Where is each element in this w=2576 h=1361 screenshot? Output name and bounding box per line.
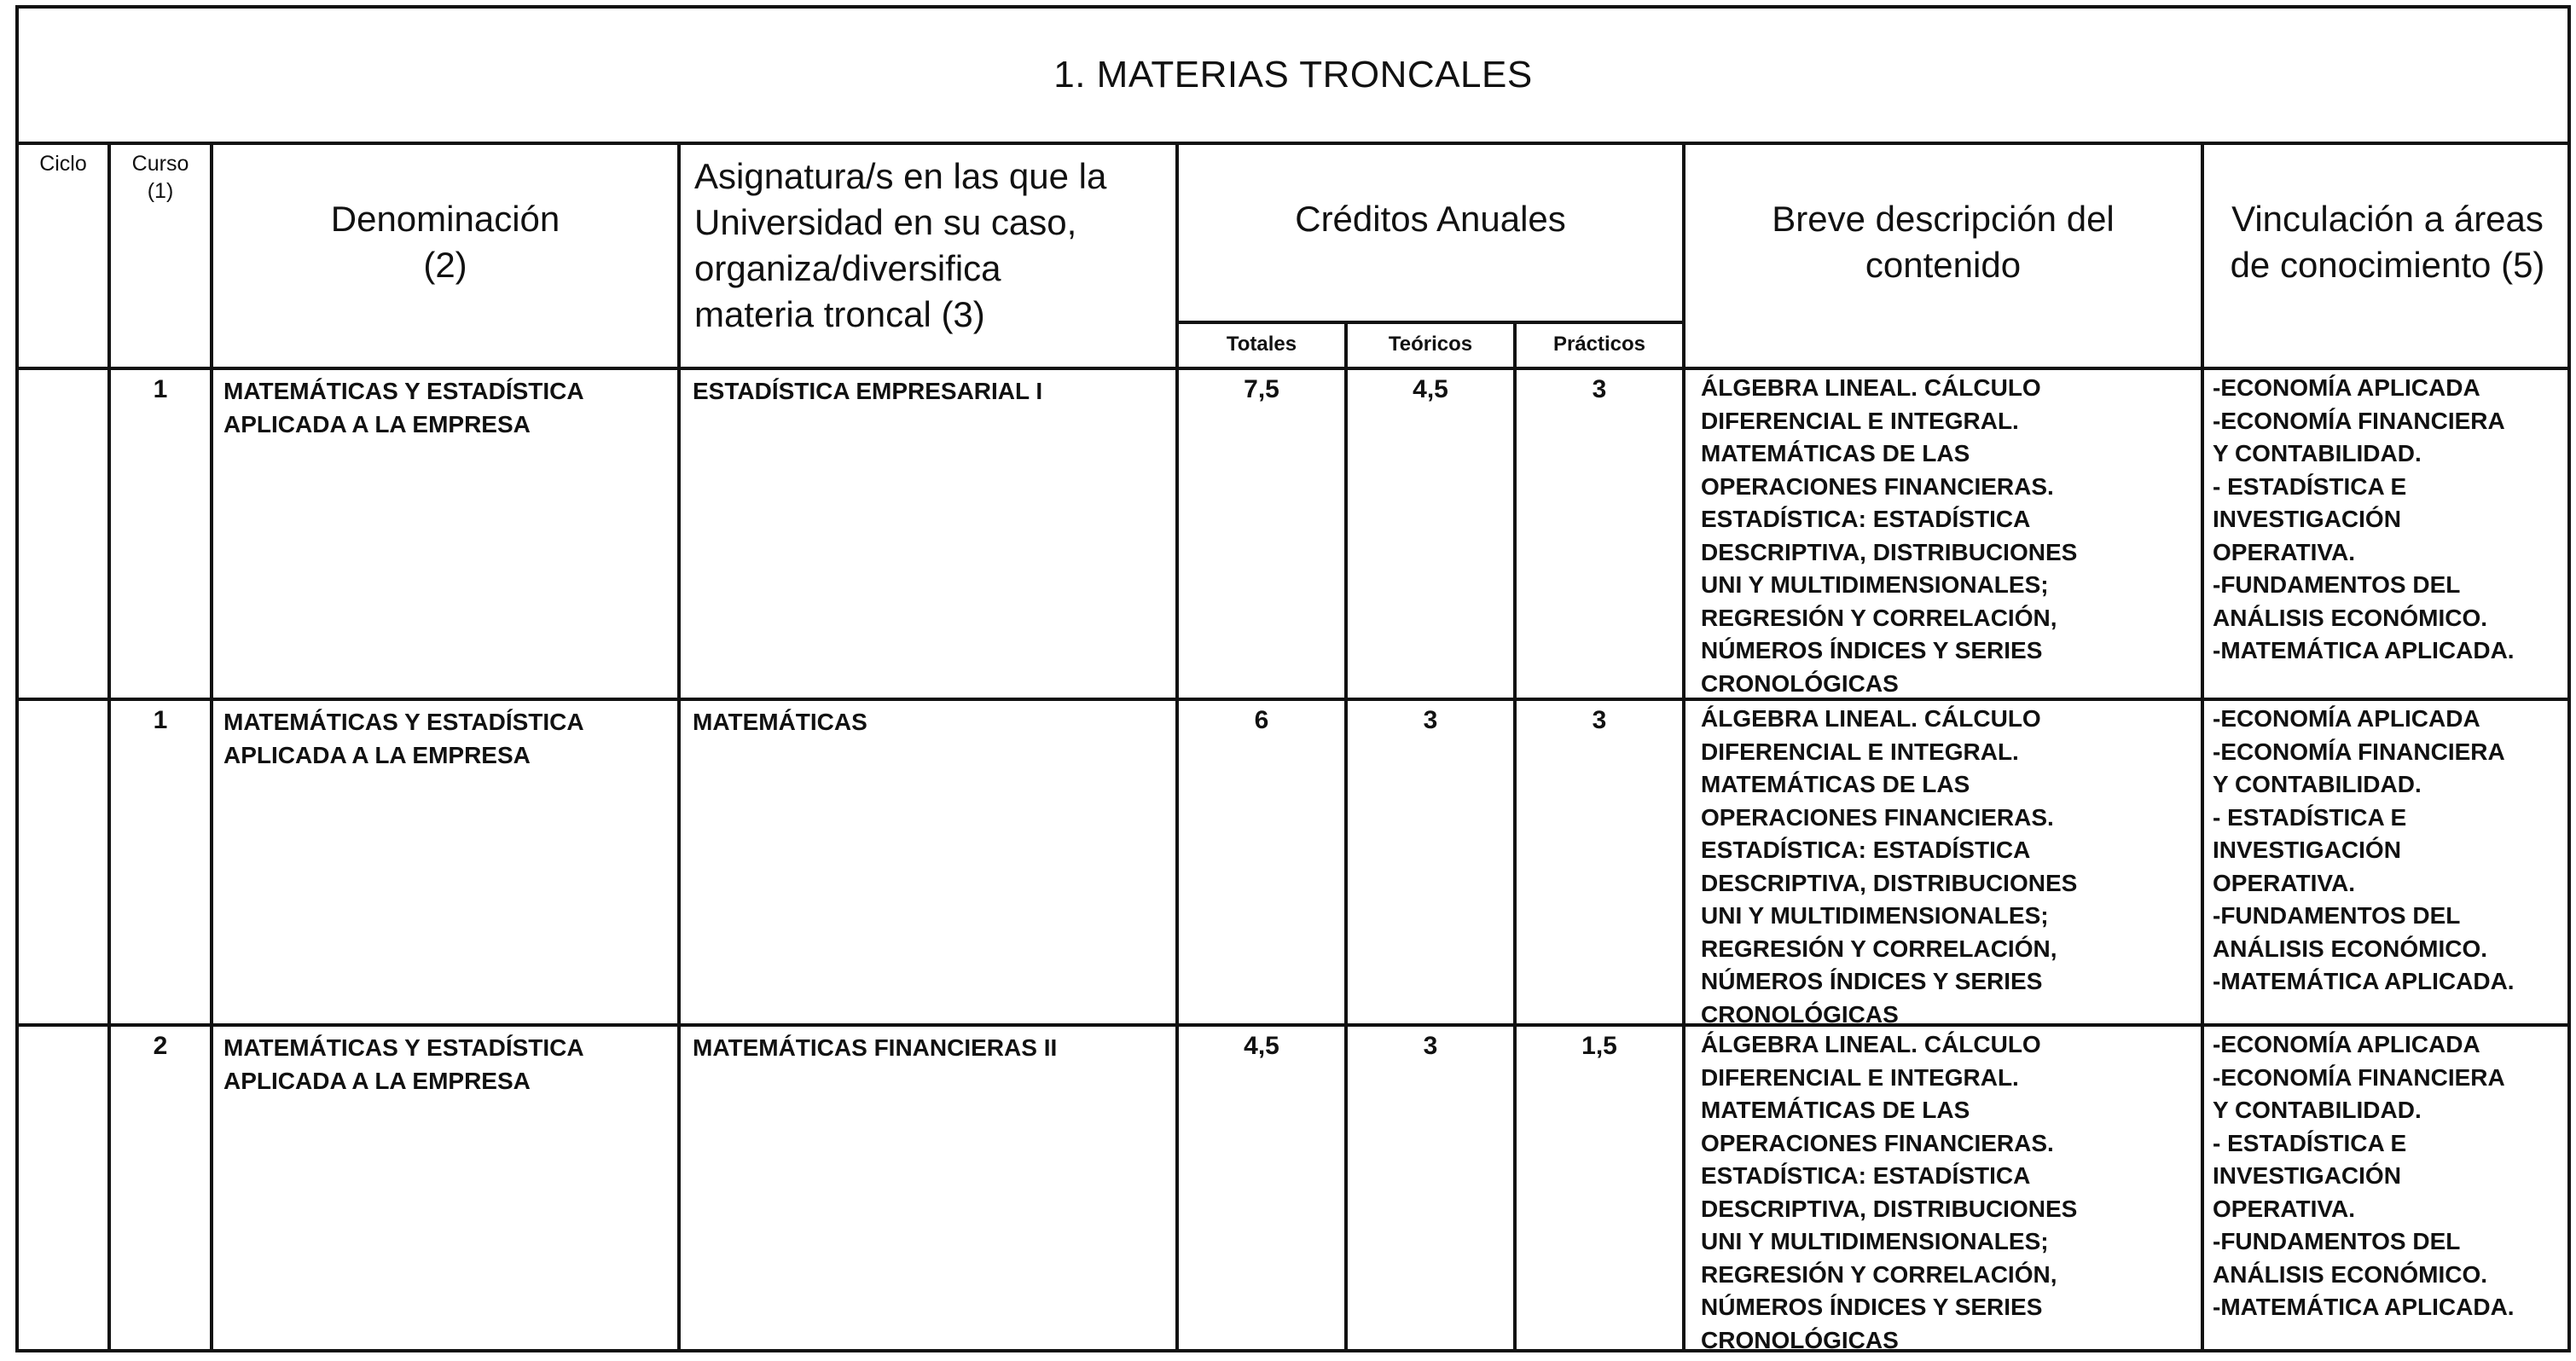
vinculacion-line: OPERATIVA. — [2213, 1195, 2355, 1222]
denominacion-line: APLICADA A LA EMPRESA — [223, 741, 531, 768]
vinculacion-line: ANÁLISIS ECONÓMICO. — [2213, 1260, 2488, 1288]
vinculacion-line: Y CONTABILIDAD. — [2213, 1097, 2422, 1123]
vinculacion-line: -MATEMÁTICA APLICADA. — [2213, 968, 2515, 994]
totales-value: 4,5 — [1244, 1032, 1279, 1060]
descripcion-line: DIFERENCIAL E INTEGRAL. — [1701, 1063, 2019, 1091]
col-divider — [677, 145, 681, 1352]
asignatura-value: MATEMÁTICAS FINANCIERAS II — [693, 1034, 1058, 1061]
descripcion-line: NÚMEROS ÍNDICES Y SERIES — [1701, 637, 2043, 663]
cell-asignatura — [693, 1032, 1170, 1065]
vinculacion-line: -MATEMÁTICA APLICADA. — [2213, 637, 2515, 663]
cell-curso — [111, 374, 210, 406]
descripcion-line: ESTADÍSTICA: ESTADÍSTICA — [1701, 506, 2031, 532]
vinculacion-line: INVESTIGACIÓN — [2213, 506, 2401, 532]
col-divider — [1513, 321, 1517, 1352]
cell-totales — [1179, 704, 1344, 737]
cell-teoricos — [1348, 704, 1513, 737]
cell-practicos — [1517, 1030, 1682, 1063]
cell-totales — [1179, 1030, 1344, 1063]
curso-value: 2 — [153, 1032, 168, 1060]
totales-value: 6 — [1254, 706, 1269, 734]
cell-vinculacion — [2213, 1028, 2571, 1324]
cell-denominacion — [223, 706, 676, 772]
vinculacion-line: INVESTIGACIÓN — [2213, 837, 2401, 863]
cell-descripcion — [1701, 703, 2199, 1031]
cell-totales — [1179, 374, 1344, 406]
descripcion-line: NÚMEROS ÍNDICES Y SERIES — [1701, 968, 2043, 994]
header-asignatura-line: organiza/diversifica — [694, 248, 1001, 288]
vinculacion-line: -ECONOMÍA FINANCIERA — [2213, 1063, 2505, 1091]
vinculacion-line: -ECONOMÍA FINANCIERA — [2213, 738, 2505, 765]
denominacion-line: APLICADA A LA EMPRESA — [223, 410, 531, 437]
curso-value: 1 — [153, 706, 168, 734]
header-curso-note: (1) — [147, 179, 174, 203]
vinculacion-line: -ECONOMÍA APLICADA — [2213, 705, 2480, 732]
col-divider — [2201, 145, 2204, 1352]
cell-curso — [111, 1030, 210, 1063]
descripcion-line: REGRESIÓN Y CORRELACIÓN, — [1701, 604, 2057, 631]
curso-value: 1 — [153, 375, 168, 403]
col-divider — [1682, 145, 1685, 1352]
header-totales-label: Totales — [1226, 333, 1297, 356]
asignatura-value: MATEMÁTICAS — [693, 709, 867, 735]
denominacion-line: MATEMÁTICAS Y ESTADÍSTICA — [223, 1034, 584, 1061]
totales-value: 7,5 — [1244, 375, 1279, 403]
vinculacion-line: -FUNDAMENTOS DEL — [2213, 902, 2461, 929]
vinculacion-line: Y CONTABILIDAD. — [2213, 771, 2422, 797]
header-curso — [111, 150, 210, 205]
cell-practicos — [1517, 704, 1682, 737]
header-creditos — [1179, 196, 1682, 242]
cell-descripcion — [1701, 1028, 2199, 1357]
header-teoricos — [1348, 329, 1513, 360]
header-descripcion-line: Breve descripción del — [1772, 199, 2115, 239]
creditos-sub-divider — [1175, 321, 1685, 324]
vinculacion-line: - ESTADÍSTICA E — [2213, 472, 2407, 500]
teoricos-value: 4,5 — [1413, 375, 1448, 403]
practicos-value: 3 — [1592, 375, 1607, 403]
descripcion-line: REGRESIÓN Y CORRELACIÓN, — [1701, 935, 2057, 962]
descripcion-line: ESTADÍSTICA: ESTADÍSTICA — [1701, 837, 2031, 863]
header-practicos-label: Prácticos — [1552, 333, 1646, 356]
descripcion-line: UNI Y MULTIDIMENSIONALES; — [1701, 902, 2049, 929]
vinculacion-line: Y CONTABILIDAD. — [2213, 440, 2422, 466]
vinculacion-line: -FUNDAMENTOS DEL — [2213, 571, 2461, 598]
vinculacion-line: ANÁLISIS ECONÓMICO. — [2213, 604, 2488, 631]
header-totales — [1179, 329, 1344, 360]
vinculacion-line: -ECONOMÍA FINANCIERA — [2213, 407, 2505, 434]
vinculacion-line: -FUNDAMENTOS DEL — [2213, 1228, 2461, 1254]
header-asignatura-line: materia troncal (3) — [694, 294, 985, 334]
practicos-value: 3 — [1592, 706, 1607, 734]
descripcion-line: ÁLGEBRA LINEAL. CÁLCULO — [1701, 1031, 2041, 1057]
cell-vinculacion — [2213, 372, 2571, 668]
denominacion-line: MATEMÁTICAS Y ESTADÍSTICA — [223, 709, 584, 735]
vinculacion-line: OPERATIVA. — [2213, 538, 2355, 565]
vinculacion-line: -MATEMÁTICA APLICADA. — [2213, 1294, 2515, 1320]
descripcion-line: REGRESIÓN Y CORRELACIÓN, — [1701, 1260, 2057, 1288]
asignatura-value: ESTADÍSTICA EMPRESARIAL I — [693, 378, 1043, 404]
header-denominacion — [213, 196, 677, 288]
header-creditos-label: Créditos Anuales — [1295, 199, 1566, 239]
descripcion-line: DIFERENCIAL E INTEGRAL. — [1701, 407, 2019, 434]
header-practicos — [1517, 329, 1682, 360]
descripcion-line: OPERACIONES FINANCIERAS. — [1701, 1129, 2054, 1156]
descripcion-line: MATEMÁTICAS DE LAS — [1701, 440, 1970, 466]
descripcion-line: NÚMEROS ÍNDICES Y SERIES — [1701, 1294, 2043, 1320]
header-denominacion-note: (2) — [423, 245, 467, 285]
cell-teoricos — [1348, 374, 1513, 406]
col-divider — [1175, 145, 1179, 1352]
descripcion-line: CRONOLÓGICAS — [1701, 1326, 1899, 1353]
descripcion-line: CRONOLÓGICAS — [1701, 669, 1899, 697]
cell-practicos — [1517, 374, 1682, 406]
vinculacion-line: OPERATIVA. — [2213, 869, 2355, 896]
descripcion-line: OPERACIONES FINANCIERAS. — [1701, 472, 2054, 500]
header-curso-label: Curso — [131, 152, 189, 176]
vinculacion-line: ANÁLISIS ECONÓMICO. — [2213, 935, 2488, 962]
col-divider — [1344, 321, 1348, 1352]
descripcion-line: UNI Y MULTIDIMENSIONALES; — [1701, 571, 2049, 598]
header-asignatura-line: Universidad en su caso, — [694, 202, 1077, 242]
vinculacion-line: - ESTADÍSTICA E — [2213, 803, 2407, 831]
header-descripcion — [1685, 196, 2201, 288]
cell-asignatura — [693, 706, 1170, 739]
descripcion-line: MATEMÁTICAS DE LAS — [1701, 771, 1970, 797]
descripcion-line: DESCRIPTIVA, DISTRIBUCIONES — [1701, 869, 2078, 896]
header-denominacion-label: Denominación — [330, 199, 560, 239]
vinculacion-line: INVESTIGACIÓN — [2213, 1162, 2401, 1189]
descripcion-line: DESCRIPTIVA, DISTRIBUCIONES — [1701, 538, 2078, 565]
col-divider — [107, 145, 111, 1352]
col-divider — [210, 145, 213, 1352]
denominacion-line: APLICADA A LA EMPRESA — [223, 1067, 531, 1094]
header-ciclo-label: Ciclo — [39, 152, 87, 176]
vinculacion-line: -ECONOMÍA APLICADA — [2213, 1031, 2480, 1057]
header-teoricos-label: Teóricos — [1388, 333, 1473, 356]
cell-vinculacion — [2213, 703, 2571, 999]
descripcion-line: ÁLGEBRA LINEAL. CÁLCULO — [1701, 705, 2041, 732]
cell-denominacion — [223, 1032, 676, 1097]
descripcion-line: OPERACIONES FINANCIERAS. — [1701, 803, 2054, 831]
header-vinculacion-line: Vinculación a áreas — [2231, 199, 2544, 239]
table-title: 1. MATERIAS TRONCALES — [19, 9, 2567, 145]
teoricos-value: 3 — [1423, 1032, 1438, 1060]
vinculacion-line: - ESTADÍSTICA E — [2213, 1129, 2407, 1156]
header-asignatura — [694, 153, 1167, 338]
header-bottom-line — [19, 367, 2567, 370]
cell-asignatura — [693, 375, 1170, 408]
header-descripcion-line: contenido — [1865, 245, 2022, 285]
practicos-value: 1,5 — [1581, 1032, 1617, 1060]
descripcion-line: DESCRIPTIVA, DISTRIBUCIONES — [1701, 1195, 2078, 1222]
teoricos-value: 3 — [1423, 706, 1438, 734]
descripcion-line: DIFERENCIAL E INTEGRAL. — [1701, 738, 2019, 765]
descripcion-line: UNI Y MULTIDIMENSIONALES; — [1701, 1228, 2049, 1254]
denominacion-line: MATEMÁTICAS Y ESTADÍSTICA — [223, 378, 584, 404]
cell-curso — [111, 704, 210, 737]
header-vinculacion — [2204, 196, 2571, 288]
header-vinculacion-line: de conocimiento (5) — [2230, 245, 2545, 285]
header-ciclo — [19, 150, 107, 177]
cell-denominacion — [223, 375, 676, 441]
cell-descripcion — [1701, 372, 2199, 700]
descripcion-line: CRONOLÓGICAS — [1701, 1000, 1899, 1028]
vinculacion-line: -ECONOMÍA APLICADA — [2213, 374, 2480, 401]
descripcion-line: ESTADÍSTICA: ESTADÍSTICA — [1701, 1162, 2031, 1189]
descripcion-line: ÁLGEBRA LINEAL. CÁLCULO — [1701, 374, 2041, 401]
descripcion-line: MATEMÁTICAS DE LAS — [1701, 1097, 1970, 1123]
cell-teoricos — [1348, 1030, 1513, 1063]
header-asignatura-line: Asignatura/s en las que la — [694, 156, 1107, 196]
materias-troncales-table — [15, 5, 2571, 1352]
